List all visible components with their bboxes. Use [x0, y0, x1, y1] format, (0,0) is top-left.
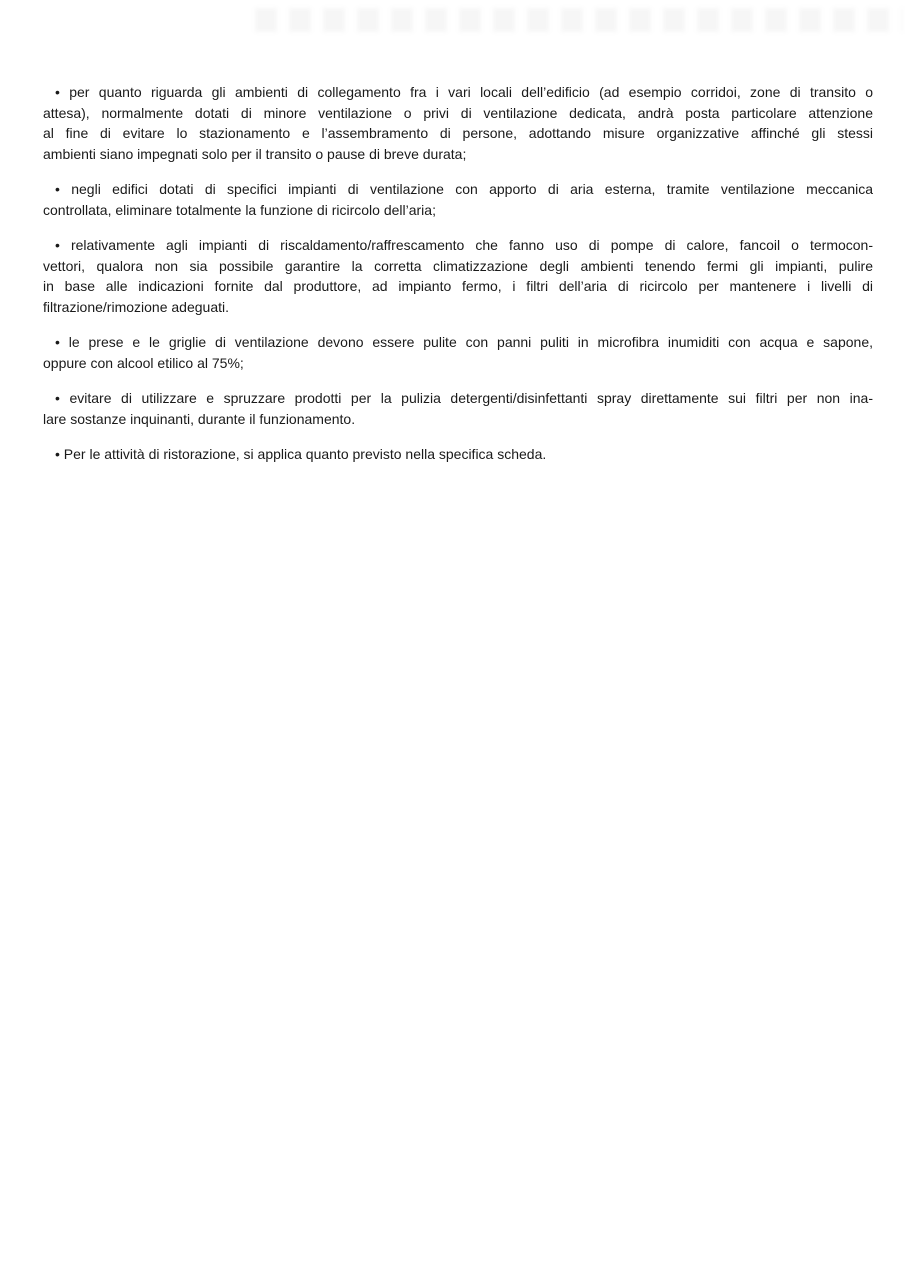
scan-ghost-artifact [255, 8, 903, 32]
document-body [43, 82, 873, 480]
text-line: lare sostanze inquinanti, durante il funzionamento. [43, 410, 356, 427]
bullet-paragraph [43, 235, 873, 317]
text-line: attesa), normalmente dotati di minore ventilazione o privi di ventilazione dedicata, andrà posta particolare attenzione [43, 104, 873, 121]
bullet-paragraph [43, 179, 873, 220]
text-line: controllata, eliminare totalmente la funzione di ricircolo dell’aria; [43, 201, 436, 218]
text-line: filtrazione/rimozione adeguati. [43, 298, 229, 315]
text-line: • Per le attività di ristorazione, si applica quanto previsto nella specifica scheda. [55, 446, 547, 462]
text-line: vettori, qualora non sia possibile garantire la corretta climatizzazione degli ambienti tenendo fermi gli impianti, pulire [43, 257, 873, 274]
bullet-paragraph [43, 332, 873, 373]
text-line: • le prese e le griglie di ventilazione devono essere pulite con panni puliti in microfibra inumiditi con acqua e sapone, [55, 334, 873, 350]
text-line: • relativamente agli impianti di riscaldamento/raffrescamento che fanno uso di pompe di calore, fancoil o termocon- [55, 237, 873, 253]
text-line: in base alle indicazioni fornite dal produttore, ad impianto fermo, i filtri dell’aria di ricircolo per mantenere i livelli di [43, 278, 873, 294]
text-line: al fine di evitare lo stazionamento e l’assembramento di persone, adottando misure organizzative affinché gli stessi [43, 125, 873, 141]
bullet-paragraph [43, 82, 873, 164]
bullet-paragraph [43, 444, 873, 465]
text-line: • negli edifici dotati di specifici impianti di ventilazione con apporto di aria esterna, tramite ventilazione meccanica [55, 181, 873, 197]
text-line: • evitare di utilizzare e spruzzare prodotti per la pulizia detergenti/disinfettanti spray direttamente sui filtri per non ina- [55, 390, 873, 406]
text-line: oppure con alcool etilico al 75%; [43, 354, 244, 371]
bullet-paragraph [43, 388, 873, 429]
text-line: ambienti siano impegnati solo per il transito o pause di breve durata; [43, 145, 467, 162]
text-line: • per quanto riguarda gli ambienti di collegamento fra i vari locali dell’edificio (ad esempio corridoi, zone di transito o [55, 84, 873, 100]
